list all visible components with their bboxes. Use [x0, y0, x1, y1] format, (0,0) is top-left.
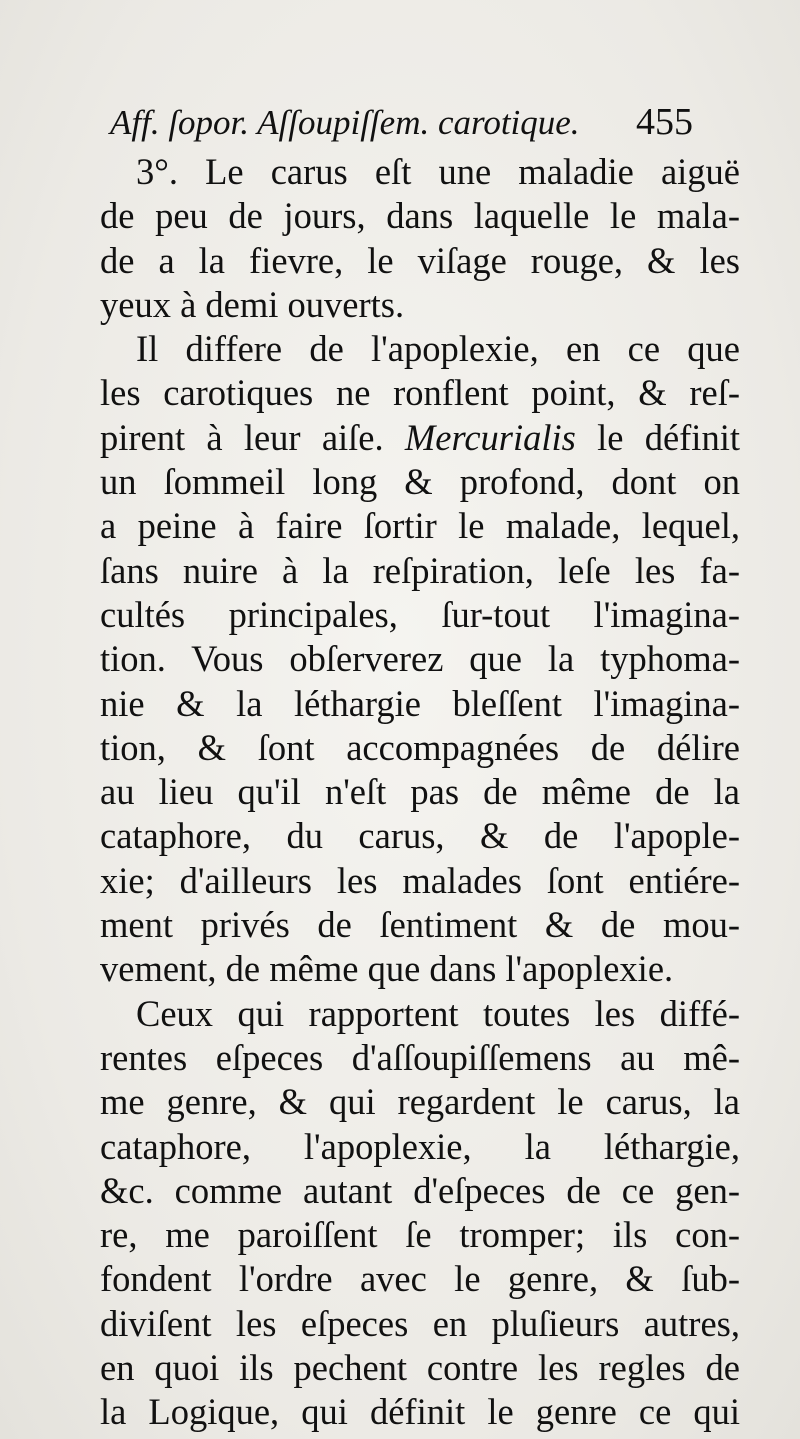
text-line	[100, 327, 740, 371]
text-line	[100, 1213, 740, 1257]
text-segment: cataphore, l'apoplexie, la léthargie,	[100, 1125, 740, 1167]
text-segment: me genre, & qui regardent le carus, la	[100, 1081, 740, 1123]
text-line	[100, 1169, 740, 1213]
text-line	[100, 1036, 740, 1080]
text-line	[100, 903, 740, 947]
text-segment: tion. Vous obſerverez que la typhoma-	[100, 638, 740, 680]
text-line	[100, 593, 740, 637]
text-segment: un ſommeil long & profond, dont on	[100, 461, 740, 503]
text-line	[100, 992, 740, 1036]
text-segment: ment privés de ſentiment & de mou-	[100, 904, 740, 946]
text-line	[100, 1125, 740, 1169]
text-segment: 3°. Le carus eſt une maladie aiguë	[136, 151, 740, 192]
text-segment: &c. comme autant d'eſpeces de ce gen-	[100, 1169, 740, 1211]
italic-name: Mercurialis	[404, 416, 576, 458]
text-line	[100, 1257, 740, 1301]
text-segment: les carotiques ne ronflent point, & reſ-	[100, 372, 740, 414]
text-line	[100, 1346, 740, 1390]
text-line	[100, 637, 740, 681]
text-segment: Il differe de l'apoplexie, en ce que	[136, 328, 740, 370]
text-segment: cultés principales, ſur-tout l'imagina-	[100, 593, 740, 635]
text-line	[100, 283, 740, 327]
text-segment: vement, de même que dans l'apoplexie.	[100, 948, 674, 990]
text-line	[100, 416, 740, 460]
text-line	[100, 504, 740, 548]
text-segment: yeux à demi ouverts.	[100, 283, 405, 325]
text-line	[100, 1390, 740, 1434]
text-line	[100, 947, 740, 991]
text-line	[100, 239, 740, 283]
page-number: 455	[636, 101, 693, 143]
text-line	[100, 726, 740, 770]
text-segment: tion, & ſont accompagnées de délire	[100, 726, 740, 768]
text-segment: xie; d'ailleurs les malades ſont entiére-	[100, 859, 740, 901]
text-segment: au lieu qu'il n'eſt pas de même de la	[100, 771, 740, 813]
text-segment: ſans nuire à la reſpiration, leſe les fa-	[100, 549, 740, 591]
running-head-title: Aff. ſopor. Aſſoupiſſem. carotique.	[110, 103, 580, 142]
text-line	[100, 814, 740, 858]
text-segment: de a la fievre, le viſage rouge, & les	[100, 239, 740, 281]
text-segment: Ceux qui rapportent toutes les diffé-	[136, 992, 740, 1034]
text-segment: rentes eſpeces d'aſſoupiſſemens au mê-	[100, 1036, 740, 1078]
text-line	[100, 859, 740, 903]
text-segment: de peu de jours, dans laquelle le mala-	[100, 195, 740, 237]
text-line	[100, 1302, 740, 1346]
text-segment: en quoi ils pechent contre les regles de	[100, 1347, 740, 1389]
text-line	[100, 460, 740, 504]
text-segment: pirent à leur aiſe.	[100, 416, 405, 458]
text-line	[100, 194, 740, 238]
text-segment: nie & la léthargie bleſſent l'imagina-	[100, 682, 740, 724]
text-segment: fondent l'ordre avec le genre, & ſub-	[100, 1258, 740, 1300]
text-line	[100, 770, 740, 814]
text-line	[100, 682, 740, 726]
text-line	[100, 371, 740, 415]
text-line	[100, 1080, 740, 1124]
text-segment: diviſent les eſpeces en pluſieurs autres,	[100, 1302, 740, 1344]
text-line	[100, 150, 740, 194]
text-segment: la Logique, qui définit le genre ce qui	[100, 1391, 740, 1433]
text-segment: a peine à faire ſortir le malade, lequel,	[100, 505, 740, 547]
body-text	[100, 150, 740, 1435]
text-segment: cataphore, du carus, & de l'apople-	[100, 815, 740, 857]
text-line	[100, 549, 740, 593]
text-segment: re, me paroiſſent ſe tromper; ils con-	[100, 1214, 740, 1256]
text-segment: le définit	[575, 416, 740, 458]
